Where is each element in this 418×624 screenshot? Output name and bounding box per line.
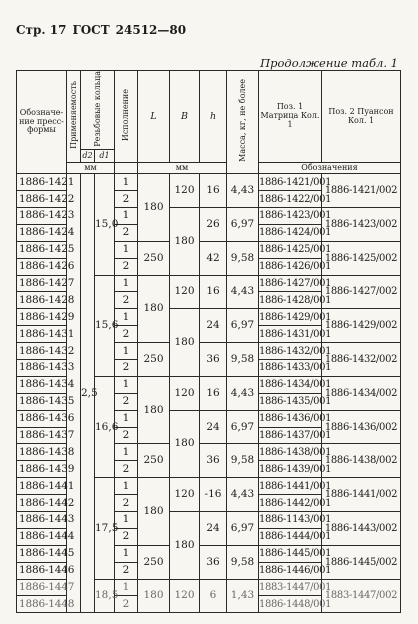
- b-cell: 120: [170, 174, 200, 208]
- header-pos2: Поз. 2 Пуансон Кол. 1: [322, 71, 401, 163]
- pos2-designation-cell: 1886-1436/002: [322, 410, 401, 444]
- pos1-designation-cell: 1886-1437/001: [259, 427, 322, 444]
- designation-cell: 1886-1425: [17, 241, 67, 258]
- header-designation: Обозначе-ние пресс-формы: [17, 71, 67, 174]
- d2-cell: 2,5: [81, 174, 95, 613]
- h-cell: 36: [200, 444, 227, 478]
- l-cell: 250: [138, 444, 170, 478]
- b-cell: 120: [170, 275, 200, 309]
- b-cell: 120: [170, 478, 200, 512]
- pos1-designation-cell: 1886-1445/001: [259, 545, 322, 562]
- l-cell: 180: [138, 478, 170, 546]
- designation-cell: 1886-1442: [17, 495, 67, 512]
- execution-cell: 2: [115, 191, 138, 208]
- designation-cell: 1886-1426: [17, 258, 67, 275]
- header-d2: d2: [81, 150, 95, 163]
- pos1-designation-cell: 1886-1446/001: [259, 562, 322, 579]
- mass-cell: 6,97: [227, 410, 259, 444]
- pos2-designation-cell: 1886-1421/002: [322, 174, 401, 208]
- designation-cell: 1886-1428: [17, 292, 67, 309]
- d1-cell: 17,5: [95, 478, 115, 579]
- execution-cell: 2: [115, 258, 138, 275]
- mass-cell: 9,58: [227, 545, 259, 579]
- b-cell: 180: [170, 309, 200, 377]
- pos1-designation-cell: 1886-1436/001: [259, 410, 322, 427]
- designation-cell: 1886-1421: [17, 174, 67, 191]
- h-cell: 36: [200, 343, 227, 377]
- pos1-designation-cell: 1886-1428/001: [259, 292, 322, 309]
- l-cell: 250: [138, 343, 170, 377]
- execution-cell: 2: [115, 224, 138, 241]
- designation-cell: 1886-1441: [17, 478, 67, 495]
- execution-cell: 2: [115, 427, 138, 444]
- pos2-designation-cell: 1886-1445/002: [322, 545, 401, 579]
- designation-cell: 1886-1443: [17, 512, 67, 529]
- h-cell: 16: [200, 275, 227, 309]
- designation-cell: 1886-1446: [17, 562, 67, 579]
- designation-cell: 1886-1444: [17, 528, 67, 545]
- header-thread-rings: Резьбовые кольца: [81, 71, 115, 150]
- b-cell: 180: [170, 207, 200, 275]
- pos1-designation-cell: 1886-1423/001: [259, 207, 322, 224]
- h-cell: 16: [200, 174, 227, 208]
- designation-cell: 1886-1447: [17, 579, 67, 596]
- pos2-designation-cell: 1886-1427/002: [322, 275, 401, 309]
- designation-cell: 1886-1437: [17, 427, 67, 444]
- execution-cell: 2: [115, 359, 138, 376]
- mass-cell: 6,97: [227, 512, 259, 546]
- table-body: [17, 174, 401, 613]
- designation-cell: 1886-1423: [17, 207, 67, 224]
- execution-cell: 2: [115, 596, 138, 613]
- header-h: h: [200, 71, 227, 163]
- designation-cell: 1886-1436: [17, 410, 67, 427]
- mass-cell: 6,97: [227, 309, 259, 343]
- designation-cell: 1886-1429: [17, 309, 67, 326]
- pos2-designation-cell: 1886-1443/002: [322, 512, 401, 546]
- header-designations: Обозначения: [259, 163, 401, 174]
- l-cell: 180: [138, 376, 170, 444]
- execution-cell: 2: [115, 528, 138, 545]
- header-unit-mm-1: мм: [67, 163, 115, 174]
- l-cell: 250: [138, 545, 170, 579]
- designation-cell: 1886-1424: [17, 224, 67, 241]
- execution-cell: 2: [115, 562, 138, 579]
- pos1-designation-cell: 1886-1435/001: [259, 393, 322, 410]
- execution-cell: 2: [115, 495, 138, 512]
- pos1-designation-cell: 1886-1434/001: [259, 376, 322, 393]
- mass-cell: 4,43: [227, 478, 259, 512]
- pos2-designation-cell: 1886-1425/002: [322, 241, 401, 275]
- pos1-designation-cell: 1886-1444/001: [259, 528, 322, 545]
- b-cell: 180: [170, 410, 200, 478]
- header-b: B: [170, 71, 200, 163]
- header-mass: Масса, кг, не более: [227, 71, 259, 174]
- designation-cell: 1886-1427: [17, 275, 67, 292]
- execution-cell: 1: [115, 241, 138, 258]
- table-row: [17, 174, 401, 191]
- h-cell: 24: [200, 410, 227, 444]
- pos1-designation-cell: 1886-1424/001: [259, 224, 322, 241]
- execution-cell: 1: [115, 174, 138, 191]
- pos2-designation-cell: 1886-1432/002: [322, 343, 401, 377]
- d1-cell: 16,6: [95, 376, 115, 477]
- gost-label: ГОСТ: [72, 23, 110, 37]
- b-cell: 180: [170, 512, 200, 580]
- table-continuation-caption: Продолжение табл. 1: [260, 56, 398, 70]
- pos1-designation-cell: 1886-1426/001: [259, 258, 322, 275]
- mass-cell: 1,43: [227, 579, 259, 613]
- header-unit-mm-2: мм: [138, 163, 227, 174]
- execution-cell: 1: [115, 579, 138, 596]
- execution-cell: 1: [115, 512, 138, 529]
- page-header: [16, 23, 186, 37]
- mass-cell: 6,97: [227, 207, 259, 241]
- pos2-designation-cell: 1886-1434/002: [322, 376, 401, 410]
- execution-cell: 1: [115, 343, 138, 360]
- designation-cell: 1886-1433: [17, 359, 67, 376]
- h-cell: 24: [200, 309, 227, 343]
- designation-cell: 1886-1439: [17, 461, 67, 478]
- pos1-designation-cell: 1886-1143/001: [259, 512, 322, 529]
- header-pos1: Поз. 1 Матрица Кол. 1: [259, 71, 322, 163]
- pos1-designation-cell: 1886-1441/001: [259, 478, 322, 495]
- execution-cell: 1: [115, 478, 138, 495]
- execution-cell: 1: [115, 444, 138, 461]
- execution-cell: 1: [115, 275, 138, 292]
- h-cell: 6: [200, 579, 227, 613]
- h-cell: 16: [200, 376, 227, 410]
- pos1-designation-cell: 1886-1438/001: [259, 444, 322, 461]
- h-cell: 36: [200, 545, 227, 579]
- mass-cell: 9,58: [227, 241, 259, 275]
- pos1-designation-cell: 1886-1421/001: [259, 174, 322, 191]
- header-applicability: Применяемость: [67, 71, 81, 163]
- designation-cell: 1886-1434: [17, 376, 67, 393]
- pos1-designation-cell: 1886-1431/001: [259, 326, 322, 343]
- designation-cell: 1886-1431: [17, 326, 67, 343]
- header-d1: d1: [95, 150, 115, 163]
- mass-cell: 4,43: [227, 376, 259, 410]
- l-cell: 180: [138, 579, 170, 613]
- b-cell: 120: [170, 376, 200, 410]
- h-cell: -16: [200, 478, 227, 512]
- execution-cell: 2: [115, 292, 138, 309]
- header-execution: Исполнение: [115, 71, 138, 163]
- b-cell: 120: [170, 579, 200, 613]
- mass-cell: 4,43: [227, 275, 259, 309]
- press-form-table: [16, 70, 401, 613]
- execution-cell: 1: [115, 545, 138, 562]
- mass-cell: 4,43: [227, 174, 259, 208]
- designation-cell: 1886-1445: [17, 545, 67, 562]
- pos1-designation-cell: 1886-1427/001: [259, 275, 322, 292]
- pos2-designation-cell: 1883-1447/002: [322, 579, 401, 613]
- d1-cell: 18,5: [95, 579, 115, 613]
- pos1-designation-cell: 1886-1433/001: [259, 359, 322, 376]
- pos1-designation-cell: 1886-1439/001: [259, 461, 322, 478]
- pos2-designation-cell: 1886-1423/002: [322, 207, 401, 241]
- page-number: Стр. 17: [16, 23, 67, 37]
- d1-cell: 15,6: [95, 275, 115, 376]
- mass-cell: 9,58: [227, 444, 259, 478]
- execution-cell: 1: [115, 207, 138, 224]
- l-cell: 250: [138, 241, 170, 275]
- h-cell: 42: [200, 241, 227, 275]
- h-cell: 24: [200, 512, 227, 546]
- designation-cell: 1886-1432: [17, 343, 67, 360]
- pos2-designation-cell: 1886-1429/002: [322, 309, 401, 343]
- l-cell: 180: [138, 174, 170, 242]
- pos1-designation-cell: 1886-1448/001: [259, 596, 322, 613]
- pos1-designation-cell: 1883-1447/001: [259, 579, 322, 596]
- pos1-designation-cell: 1886-1442/001: [259, 495, 322, 512]
- pos1-designation-cell: 1886-1429/001: [259, 309, 322, 326]
- header-l: L: [138, 71, 170, 163]
- execution-cell: 2: [115, 326, 138, 343]
- d1-cell: 15,0: [95, 174, 115, 275]
- pos2-designation-cell: 1886-1438/002: [322, 444, 401, 478]
- execution-cell: 2: [115, 461, 138, 478]
- standard-number: 24512—80: [115, 23, 187, 37]
- designation-cell: 1886-1435: [17, 393, 67, 410]
- designation-cell: 1886-1438: [17, 444, 67, 461]
- execution-cell: 1: [115, 410, 138, 427]
- designation-cell: 1886-1448: [17, 596, 67, 613]
- execution-cell: 2: [115, 393, 138, 410]
- l-cell: 180: [138, 275, 170, 343]
- execution-cell: 1: [115, 309, 138, 326]
- pos2-designation-cell: 1886-1441/002: [322, 478, 401, 512]
- mass-cell: 9,58: [227, 343, 259, 377]
- pos1-designation-cell: 1886-1422/001: [259, 191, 322, 208]
- execution-cell: 1: [115, 376, 138, 393]
- pos1-designation-cell: 1886-1425/001: [259, 241, 322, 258]
- designation-cell: 1886-1422: [17, 191, 67, 208]
- h-cell: 26: [200, 207, 227, 241]
- pos1-designation-cell: 1886-1432/001: [259, 343, 322, 360]
